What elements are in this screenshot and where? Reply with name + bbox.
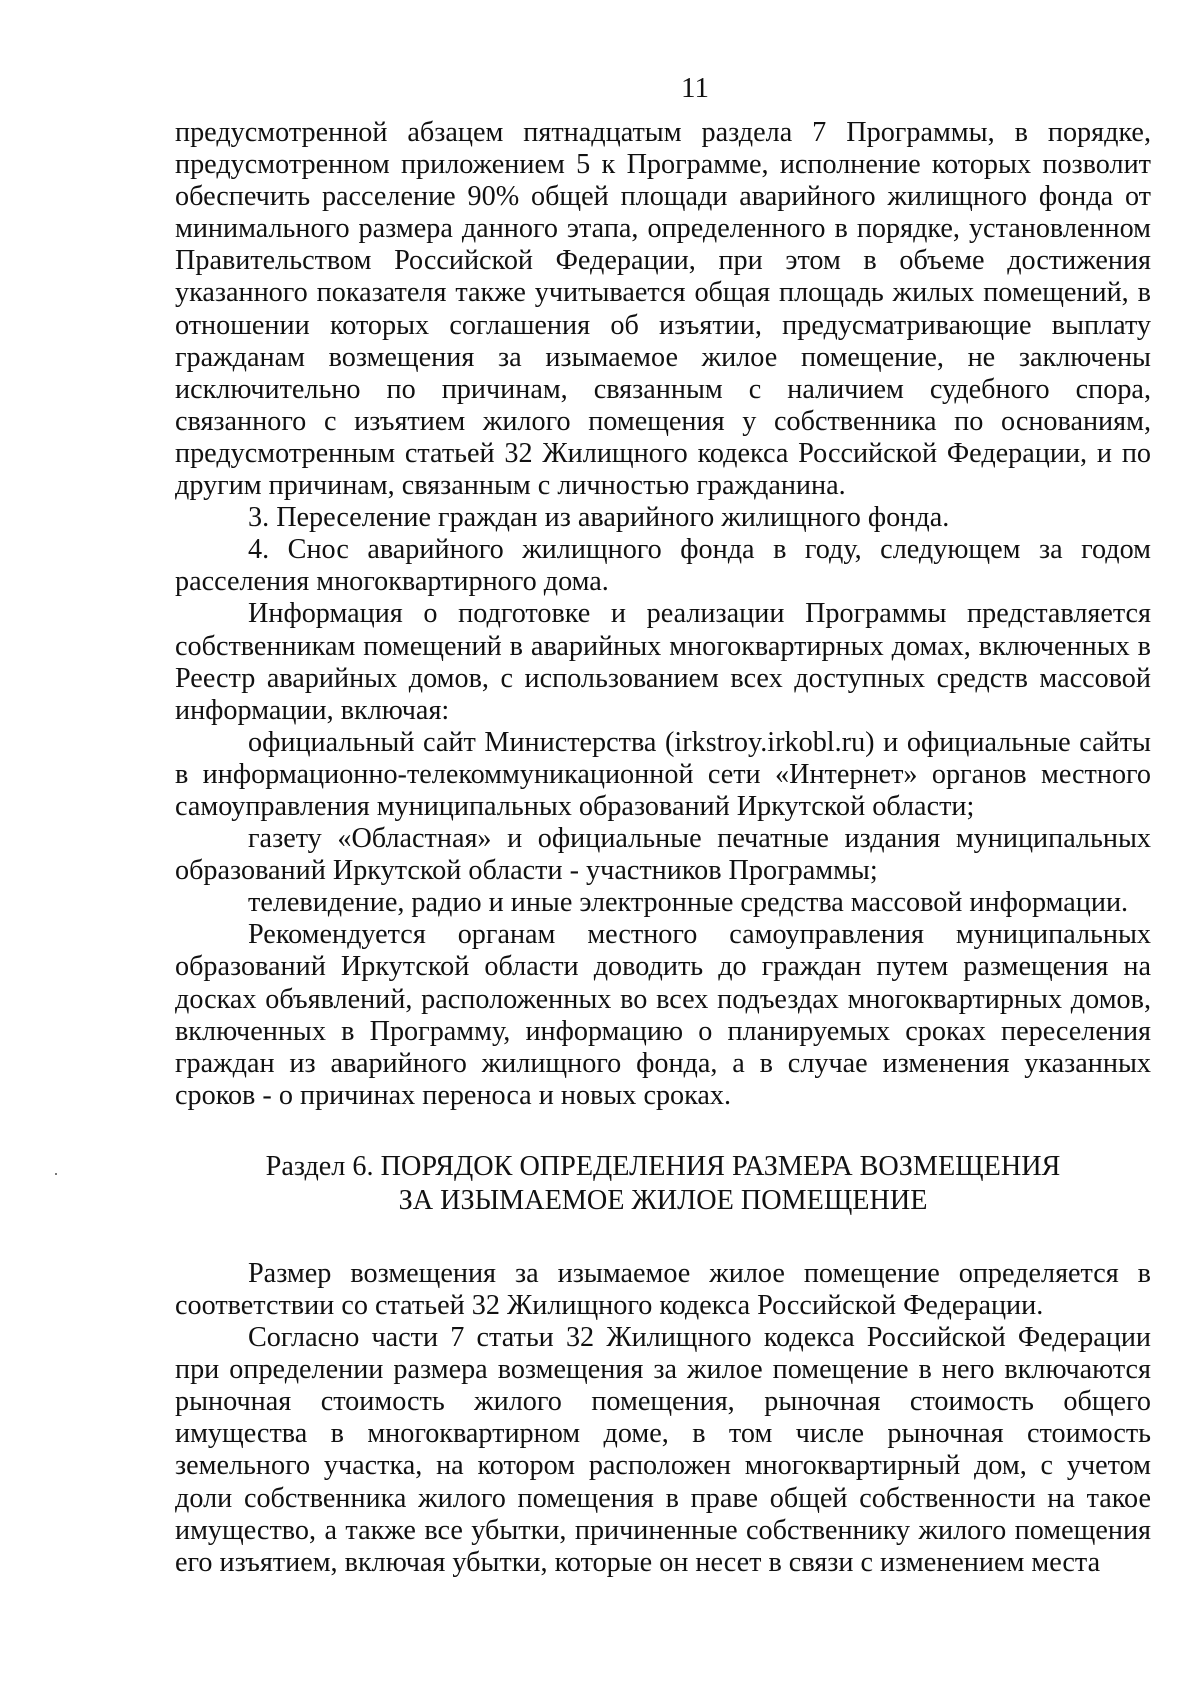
paragraph: 4. Снос аварийного жилищного фонда в году, следующем за годом расселения многоквартирного дома. [175, 534, 1151, 598]
section-heading [175, 1150, 1151, 1218]
page-number: 11 [681, 72, 709, 104]
page-number-container [0, 70, 1200, 106]
section-heading-line-2: ЗА ИЗЫМАЕМОЕ ЖИЛОЕ ПОМЕЩЕНИЕ [398, 1184, 928, 1216]
paragraph: предусмотренной абзацем пятнадцатым раздела 7 Программы, в порядке, предусмотренном приложением 5 к Программе, исполнение которых позволит обеспечить расселение 90% общей площади аварийного жилищного фонда от минимального размера данного этапа, определенного в порядке, установленном Правительством Российской Федерации, при этом в объеме достижения указанного показателя также учитывается общая площадь жилых помещений, в отношении которых соглашения об изъятии, предусматривающие выплату гражданам возмещения за изымаемое жилое помещение, не заключены исключительно по причинам, связанным с наличием судебного спора, связанного с изъятием жилого помещения у собственника по основаниям, предусмотренным статьей 32 Жилищного кодекса Российской Федерации, и по другим причинам, связанным с личностью гражданина. [175, 117, 1151, 502]
paragraph: газету «Областная» и официальные печатные издания муниципальных образований Иркутской области - участников Программы; [175, 823, 1151, 887]
paragraph: телевидение, радио и иные электронные средства массовой информации. [248, 887, 1129, 919]
paragraphs-top [175, 117, 1151, 1112]
paragraph: Размер возмещения за изымаемое жилое помещение определяется в соответствии со статьей 32 Жилищного кодекса Российской Федерации. [175, 1257, 1151, 1321]
paragraph: Информация о подготовке и реализации Программы представляется собственникам помещений в аварийных многоквартирных домах, включенных в Реестр аварийных домов, с использованием всех доступных средств массовой информации, включая: [175, 598, 1151, 726]
spacer [175, 1218, 1151, 1258]
paragraphs-bottom [175, 1258, 1151, 1579]
paragraph: Рекомендуется органам местного самоуправления муниципальных образований Иркутской области доводить до граждан путем размещения на досках объявлений, расположенных во всех подъездах многоквартирных домов, включенных в Программу, информацию о планируемых сроках переселения граждан из аварийного жилищного фонда, а в случае изменения указанных сроков - о причинах переноса и новых сроках. [175, 919, 1151, 1111]
scan-speck [55, 1173, 57, 1175]
paragraph: 3. Переселение граждан из аварийного жилищного фонда. [248, 502, 950, 534]
paragraph: Согласно части 7 статьи 32 Жилищного кодекса Российской Федерации при определении размера возмещения за жилое помещение в него включаются рыночная стоимость жилого помещения, рыночная стоимость общего имущества в многоквартирном доме, в том числе рыночная стоимость земельного участка, на котором расположен многоквартирный дом, с учетом доли собственника жилого помещения в праве общей собственности на такое имущество, а также все убытки, причиненные собственнику жилого помещения его изъятием, включая убытки, которые он несет в связи с изменением места [175, 1322, 1151, 1578]
paragraph: официальный сайт Министерства (irkstroy.irkobl.ru) и официальные сайты в информационно-телекоммуникационной сети «Интернет» органов местного самоуправления муниципальных образований Иркутской области; [175, 726, 1151, 822]
spacer [175, 1112, 1151, 1150]
document-body [175, 117, 1151, 1579]
section-heading-line-1: Раздел 6. ПОРЯДОК ОПРЕДЕЛЕНИЯ РАЗМЕРА ВОЗМЕЩЕНИЯ [265, 1150, 1061, 1182]
